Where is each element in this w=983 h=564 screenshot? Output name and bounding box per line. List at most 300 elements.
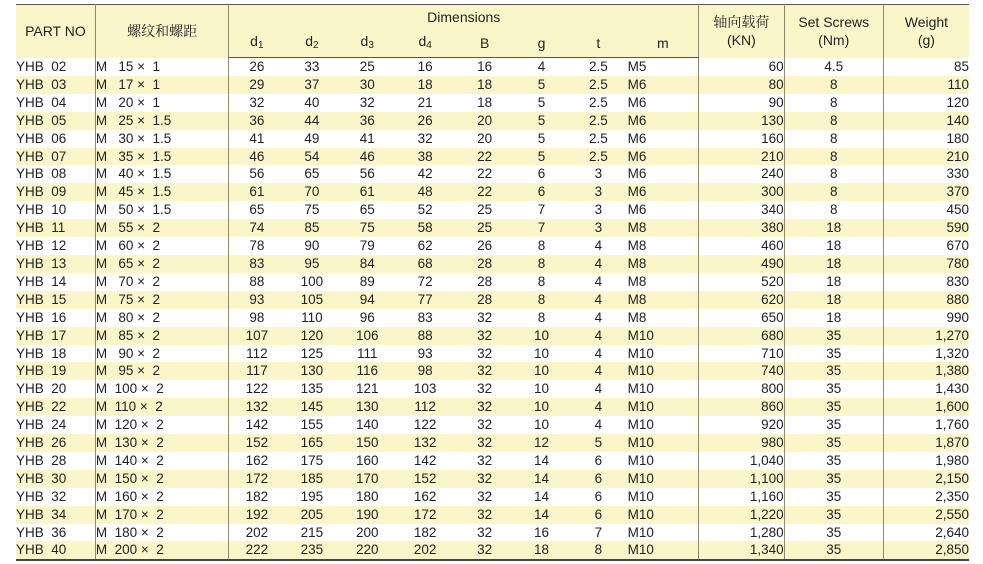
cell-load: 1,220 — [699, 506, 785, 524]
cell-weight: 780 — [883, 255, 969, 273]
cell-d1: 192 — [229, 506, 284, 524]
cell-thread: M 25 × 1.5 — [95, 112, 229, 130]
header-t: t — [569, 29, 627, 58]
table-row — [16, 398, 969, 416]
cell-d4: 202 — [395, 541, 456, 560]
cell-m: M10 — [628, 380, 699, 398]
cell-thread: M 120 × 2 — [95, 416, 229, 434]
cell-d2: 70 — [284, 183, 339, 201]
cell-b: 32 — [455, 362, 513, 380]
cell-d3: 75 — [340, 219, 395, 237]
cell-b: 32 — [455, 398, 513, 416]
cell-m: M10 — [628, 416, 699, 434]
cell-weight: 1,600 — [883, 398, 969, 416]
cell-b: 16 — [455, 58, 513, 76]
cell-d1: 32 — [229, 94, 284, 112]
cell-d2: 195 — [284, 488, 339, 506]
cell-b: 18 — [455, 94, 513, 112]
header-set-screws-line1: Set Screws — [798, 14, 870, 31]
table-row — [16, 255, 969, 273]
cell-t: 4 — [569, 291, 627, 309]
table-row — [16, 506, 969, 524]
cell-load: 1,280 — [699, 524, 785, 542]
cell-load: 710 — [699, 345, 785, 363]
cell-weight: 670 — [883, 237, 969, 255]
cell-t: 8 — [569, 541, 627, 560]
cell-t: 2.5 — [569, 76, 627, 94]
cell-weight: 1,430 — [883, 380, 969, 398]
cell-weight: 1,320 — [883, 345, 969, 363]
cell-thread: M 20 × 1 — [95, 94, 229, 112]
cell-screws: 35 — [784, 470, 883, 488]
cell-d1: 61 — [229, 183, 284, 201]
cell-d4: 72 — [395, 273, 456, 291]
cell-screws: 18 — [784, 255, 883, 273]
cell-part: YHB 26 — [16, 434, 95, 452]
cell-d2: 54 — [284, 148, 339, 166]
cell-g: 10 — [514, 362, 569, 380]
cell-screws: 8 — [784, 183, 883, 201]
cell-screws: 4.5 — [784, 58, 883, 76]
cell-g: 5 — [514, 94, 569, 112]
cell-d1: 152 — [229, 434, 284, 452]
cell-weight: 1,870 — [883, 434, 969, 452]
cell-load: 80 — [699, 76, 785, 94]
table-row — [16, 452, 969, 470]
cell-m: M10 — [628, 398, 699, 416]
cell-load: 160 — [699, 130, 785, 148]
header-set-screws — [784, 5, 883, 58]
cell-d4: 88 — [395, 327, 456, 345]
cell-thread: M 140 × 2 — [95, 452, 229, 470]
cell-g: 8 — [514, 273, 569, 291]
cell-part: YHB 05 — [16, 112, 95, 130]
cell-t: 3 — [569, 183, 627, 201]
cell-thread: M 160 × 2 — [95, 488, 229, 506]
cell-screws: 18 — [784, 309, 883, 327]
table-row — [16, 541, 969, 560]
spec-table-container — [16, 4, 969, 561]
header-d4: $d_4$ — [395, 29, 456, 58]
cell-b: 32 — [455, 506, 513, 524]
cell-d1: 132 — [229, 398, 284, 416]
cell-b: 22 — [455, 148, 513, 166]
cell-t: 6 — [569, 506, 627, 524]
cell-load: 340 — [699, 201, 785, 219]
cell-d1: 122 — [229, 380, 284, 398]
header-d1: $d_1$ — [229, 29, 284, 58]
table-row — [16, 219, 969, 237]
table-row — [16, 273, 969, 291]
cell-d2: 85 — [284, 219, 339, 237]
cell-b: 32 — [455, 452, 513, 470]
cell-d1: 36 — [229, 112, 284, 130]
cell-g: 8 — [514, 309, 569, 327]
cell-m: M5 — [628, 58, 699, 76]
cell-d2: 95 — [284, 255, 339, 273]
cell-d4: 132 — [395, 434, 456, 452]
cell-screws: 35 — [784, 398, 883, 416]
cell-screws: 35 — [784, 380, 883, 398]
cell-d1: 202 — [229, 524, 284, 542]
cell-d1: 26 — [229, 58, 284, 76]
cell-b: 32 — [455, 380, 513, 398]
cell-t: 2.5 — [569, 148, 627, 166]
table-row — [16, 58, 969, 76]
cell-m: M8 — [628, 309, 699, 327]
cell-b: 26 — [455, 237, 513, 255]
cell-screws: 35 — [784, 524, 883, 542]
cell-d3: 130 — [340, 398, 395, 416]
header-weight-line2: (g) — [917, 32, 935, 49]
cell-t: 4 — [569, 345, 627, 363]
cell-g: 5 — [514, 112, 569, 130]
cell-part: YHB 02 — [16, 58, 95, 76]
cell-g: 14 — [514, 452, 569, 470]
cell-screws: 35 — [784, 452, 883, 470]
cell-screws: 8 — [784, 165, 883, 183]
cell-screws: 35 — [784, 327, 883, 345]
cell-d2: 49 — [284, 130, 339, 148]
cell-b: 32 — [455, 541, 513, 560]
cell-d3: 46 — [340, 148, 395, 166]
cell-b: 32 — [455, 309, 513, 327]
cell-d4: 18 — [395, 76, 456, 94]
cell-weight: 85 — [883, 58, 969, 76]
cell-t: 2.5 — [569, 112, 627, 130]
cell-m: M6 — [628, 165, 699, 183]
cell-d3: 121 — [340, 380, 395, 398]
cell-d3: 96 — [340, 309, 395, 327]
header-d3: $d_3$ — [340, 29, 395, 58]
cell-weight: 830 — [883, 273, 969, 291]
cell-d2: 75 — [284, 201, 339, 219]
table-row — [16, 434, 969, 452]
table-row — [16, 327, 969, 345]
cell-part: YHB 14 — [16, 273, 95, 291]
cell-d2: 185 — [284, 470, 339, 488]
cell-d3: 30 — [340, 76, 395, 94]
cell-d2: 145 — [284, 398, 339, 416]
cell-m: M6 — [628, 76, 699, 94]
spec-table — [16, 4, 969, 561]
cell-load: 380 — [699, 219, 785, 237]
cell-thread: M 110 × 2 — [95, 398, 229, 416]
cell-d3: 111 — [340, 345, 395, 363]
cell-load: 740 — [699, 362, 785, 380]
cell-part: YHB 11 — [16, 219, 95, 237]
cell-d3: 150 — [340, 434, 395, 452]
cell-g: 10 — [514, 416, 569, 434]
cell-weight: 1,980 — [883, 452, 969, 470]
cell-part: YHB 17 — [16, 327, 95, 345]
cell-b: 32 — [455, 524, 513, 542]
cell-screws: 18 — [784, 291, 883, 309]
header-b: B — [455, 29, 513, 58]
cell-g: 12 — [514, 434, 569, 452]
cell-g: 4 — [514, 58, 569, 76]
table-row — [16, 237, 969, 255]
cell-screws: 8 — [784, 76, 883, 94]
cell-thread: M 80 × 2 — [95, 309, 229, 327]
cell-screws: 35 — [784, 541, 883, 560]
cell-b: 20 — [455, 130, 513, 148]
cell-d4: 48 — [395, 183, 456, 201]
cell-d1: 117 — [229, 362, 284, 380]
cell-m: M10 — [628, 345, 699, 363]
cell-weight: 2,550 — [883, 506, 969, 524]
header-thread: 螺纹和螺距 — [95, 5, 229, 58]
cell-d3: 200 — [340, 524, 395, 542]
cell-d4: 38 — [395, 148, 456, 166]
cell-load: 1,100 — [699, 470, 785, 488]
header-g: g — [514, 29, 569, 58]
table-row — [16, 309, 969, 327]
cell-d3: 116 — [340, 362, 395, 380]
cell-d2: 135 — [284, 380, 339, 398]
table-row — [16, 165, 969, 183]
cell-weight: 1,380 — [883, 362, 969, 380]
cell-d3: 84 — [340, 255, 395, 273]
cell-d2: 120 — [284, 327, 339, 345]
cell-load: 490 — [699, 255, 785, 273]
cell-d2: 155 — [284, 416, 339, 434]
cell-d3: 61 — [340, 183, 395, 201]
cell-d3: 94 — [340, 291, 395, 309]
cell-d3: 56 — [340, 165, 395, 183]
cell-m: M8 — [628, 237, 699, 255]
cell-d3: 170 — [340, 470, 395, 488]
cell-b: 32 — [455, 327, 513, 345]
cell-g: 16 — [514, 524, 569, 542]
cell-g: 6 — [514, 183, 569, 201]
cell-screws: 8 — [784, 130, 883, 148]
cell-m: M6 — [628, 183, 699, 201]
cell-m: M8 — [628, 219, 699, 237]
cell-g: 8 — [514, 255, 569, 273]
cell-part: YHB 09 — [16, 183, 95, 201]
cell-d2: 40 — [284, 94, 339, 112]
cell-d3: 41 — [340, 130, 395, 148]
cell-load: 920 — [699, 416, 785, 434]
cell-part: YHB 34 — [16, 506, 95, 524]
cell-d4: 62 — [395, 237, 456, 255]
cell-b: 25 — [455, 219, 513, 237]
header-axial-load — [699, 5, 785, 58]
cell-thread: M 60 × 2 — [95, 237, 229, 255]
cell-thread: M 180 × 2 — [95, 524, 229, 542]
cell-m: M6 — [628, 130, 699, 148]
cell-thread: M 65 × 2 — [95, 255, 229, 273]
cell-thread: M 150 × 2 — [95, 470, 229, 488]
cell-g: 8 — [514, 291, 569, 309]
table-row — [16, 201, 969, 219]
cell-d1: 112 — [229, 345, 284, 363]
cell-b: 28 — [455, 255, 513, 273]
cell-d2: 90 — [284, 237, 339, 255]
cell-t: 2.5 — [569, 58, 627, 76]
cell-thread: M 55 × 2 — [95, 219, 229, 237]
cell-weight: 2,350 — [883, 488, 969, 506]
cell-t: 3 — [569, 165, 627, 183]
cell-part: YHB 16 — [16, 309, 95, 327]
cell-b: 28 — [455, 291, 513, 309]
cell-g: 14 — [514, 470, 569, 488]
cell-d1: 41 — [229, 130, 284, 148]
cell-part: YHB 40 — [16, 541, 95, 560]
cell-m: M6 — [628, 201, 699, 219]
cell-d4: 98 — [395, 362, 456, 380]
cell-d4: 77 — [395, 291, 456, 309]
cell-load: 1,040 — [699, 452, 785, 470]
cell-part: YHB 07 — [16, 148, 95, 166]
header-m: m — [628, 29, 699, 58]
cell-load: 60 — [699, 58, 785, 76]
table-row — [16, 148, 969, 166]
cell-d1: 162 — [229, 452, 284, 470]
cell-weight: 590 — [883, 219, 969, 237]
cell-d4: 68 — [395, 255, 456, 273]
cell-screws: 35 — [784, 416, 883, 434]
header-weight-line1: Weight — [904, 14, 949, 31]
cell-m: M6 — [628, 148, 699, 166]
cell-load: 520 — [699, 273, 785, 291]
cell-screws: 8 — [784, 94, 883, 112]
cell-d3: 180 — [340, 488, 395, 506]
cell-d4: 122 — [395, 416, 456, 434]
cell-d2: 125 — [284, 345, 339, 363]
cell-weight: 450 — [883, 201, 969, 219]
cell-d4: 112 — [395, 398, 456, 416]
cell-d2: 165 — [284, 434, 339, 452]
cell-part: YHB 08 — [16, 165, 95, 183]
cell-m: M10 — [628, 434, 699, 452]
cell-g: 10 — [514, 398, 569, 416]
table-row — [16, 130, 969, 148]
cell-t: 4 — [569, 237, 627, 255]
cell-thread: M 40 × 1.5 — [95, 165, 229, 183]
cell-part: YHB 19 — [16, 362, 95, 380]
cell-d4: 83 — [395, 309, 456, 327]
cell-load: 90 — [699, 94, 785, 112]
cell-weight: 990 — [883, 309, 969, 327]
cell-t: 6 — [569, 452, 627, 470]
cell-g: 10 — [514, 380, 569, 398]
cell-d2: 205 — [284, 506, 339, 524]
cell-t: 4 — [569, 327, 627, 345]
cell-m: M6 — [628, 112, 699, 130]
cell-b: 32 — [455, 345, 513, 363]
cell-d2: 235 — [284, 541, 339, 560]
cell-load: 800 — [699, 380, 785, 398]
cell-d1: 29 — [229, 76, 284, 94]
cell-d4: 142 — [395, 452, 456, 470]
cell-part: YHB 04 — [16, 94, 95, 112]
cell-d3: 160 — [340, 452, 395, 470]
cell-t: 4 — [569, 398, 627, 416]
cell-b: 25 — [455, 201, 513, 219]
cell-t: 6 — [569, 470, 627, 488]
cell-d4: 172 — [395, 506, 456, 524]
cell-weight: 1,270 — [883, 327, 969, 345]
cell-g: 7 — [514, 219, 569, 237]
cell-load: 650 — [699, 309, 785, 327]
cell-load: 860 — [699, 398, 785, 416]
cell-d3: 220 — [340, 541, 395, 560]
cell-part: YHB 24 — [16, 416, 95, 434]
cell-part: YHB 36 — [16, 524, 95, 542]
cell-g: 8 — [514, 237, 569, 255]
table-row — [16, 362, 969, 380]
table-row — [16, 470, 969, 488]
cell-load: 130 — [699, 112, 785, 130]
table-row — [16, 94, 969, 112]
cell-d4: 42 — [395, 165, 456, 183]
cell-d3: 106 — [340, 327, 395, 345]
cell-d1: 93 — [229, 291, 284, 309]
cell-screws: 35 — [784, 345, 883, 363]
cell-screws: 35 — [784, 506, 883, 524]
cell-thread: M 200 × 2 — [95, 541, 229, 560]
cell-d1: 83 — [229, 255, 284, 273]
cell-thread: M 50 × 1.5 — [95, 201, 229, 219]
cell-t: 2.5 — [569, 94, 627, 112]
cell-d2: 44 — [284, 112, 339, 130]
cell-load: 1,340 — [699, 541, 785, 560]
cell-b: 32 — [455, 488, 513, 506]
cell-d1: 222 — [229, 541, 284, 560]
table-body — [16, 58, 969, 561]
cell-b: 20 — [455, 112, 513, 130]
cell-m: M8 — [628, 291, 699, 309]
cell-t: 3 — [569, 219, 627, 237]
cell-g: 14 — [514, 506, 569, 524]
cell-m: M10 — [628, 362, 699, 380]
cell-d2: 215 — [284, 524, 339, 542]
cell-b: 32 — [455, 434, 513, 452]
table-row — [16, 291, 969, 309]
cell-weight: 210 — [883, 148, 969, 166]
table-row — [16, 524, 969, 542]
cell-screws: 35 — [784, 488, 883, 506]
cell-part: YHB 28 — [16, 452, 95, 470]
cell-d1: 98 — [229, 309, 284, 327]
cell-d2: 175 — [284, 452, 339, 470]
cell-thread: M 30 × 1.5 — [95, 130, 229, 148]
cell-d4: 58 — [395, 219, 456, 237]
cell-part: YHB 30 — [16, 470, 95, 488]
cell-d4: 32 — [395, 130, 456, 148]
cell-screws: 18 — [784, 219, 883, 237]
cell-screws: 35 — [784, 434, 883, 452]
cell-t: 4 — [569, 273, 627, 291]
cell-t: 5 — [569, 434, 627, 452]
cell-d3: 79 — [340, 237, 395, 255]
cell-d3: 65 — [340, 201, 395, 219]
cell-d3: 32 — [340, 94, 395, 112]
cell-d1: 46 — [229, 148, 284, 166]
cell-t: 7 — [569, 524, 627, 542]
cell-g: 7 — [514, 201, 569, 219]
cell-thread: M 45 × 1.5 — [95, 183, 229, 201]
cell-screws: 8 — [784, 201, 883, 219]
cell-weight: 2,640 — [883, 524, 969, 542]
cell-d1: 182 — [229, 488, 284, 506]
cell-b: 28 — [455, 273, 513, 291]
header-axial-load-line2: (KN) — [726, 32, 756, 49]
cell-thread: M 75 × 2 — [95, 291, 229, 309]
table-row — [16, 183, 969, 201]
